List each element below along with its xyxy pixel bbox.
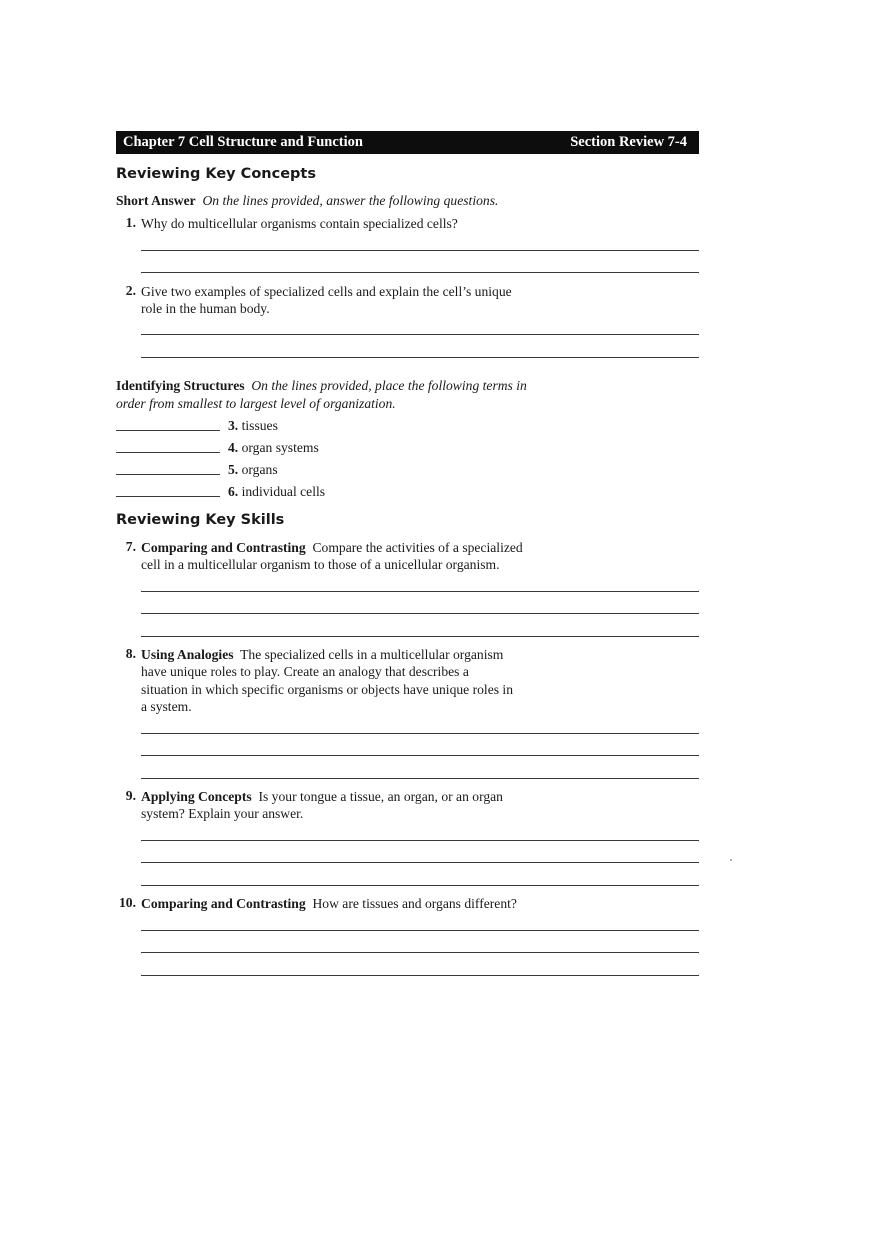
answer-line-q10-1[interactable] bbox=[141, 930, 699, 931]
answer-line-q8-3[interactable] bbox=[141, 778, 699, 779]
section-title: Section Review 7-4 bbox=[570, 134, 687, 150]
list-item-4 bbox=[228, 439, 319, 457]
list-item-5 bbox=[228, 461, 278, 479]
answer-line-q9-2[interactable] bbox=[141, 862, 699, 863]
question-10-line-1 bbox=[141, 895, 517, 913]
short-answer-instructions bbox=[116, 192, 498, 210]
item-6-number: 6. bbox=[228, 484, 239, 499]
list-item-3 bbox=[228, 417, 278, 435]
item-4-number: 4. bbox=[228, 440, 239, 455]
identifying-structures-directions-1: On the lines provided, place the following terms in bbox=[251, 378, 527, 393]
question-1-number: 1. bbox=[125, 215, 136, 230]
question-7-line-1 bbox=[141, 539, 523, 557]
question-8-line-2: have unique roles to play. Create an analogy that describes a bbox=[141, 664, 469, 679]
question-9-number: 9. bbox=[125, 788, 136, 803]
answer-line-q8-2[interactable] bbox=[141, 755, 699, 756]
answer-line-q7-1[interactable] bbox=[141, 591, 699, 592]
identifying-structures-directions-2: order from smallest to largest level of organization. bbox=[116, 396, 396, 411]
question-9-line-1 bbox=[141, 788, 503, 806]
question-1-text: Why do multicellular organisms contain specialized cells? bbox=[141, 216, 458, 231]
question-2-line-1: Give two examples of specialized cells and explain the cell’s unique bbox=[141, 284, 512, 299]
question-8-line-4: a system. bbox=[141, 699, 192, 714]
identifying-structures-label: Identifying Structures bbox=[116, 378, 245, 393]
question-10-prompt: How are tissues and organs different? bbox=[312, 896, 517, 911]
question-10-label: Comparing and Contrasting bbox=[141, 896, 306, 911]
short-answer-label: Short Answer bbox=[116, 193, 196, 208]
answer-line-q9-1[interactable] bbox=[141, 840, 699, 841]
answer-line-q2-1[interactable] bbox=[141, 334, 699, 335]
blank-item-6[interactable] bbox=[116, 496, 220, 497]
answer-line-q2-2[interactable] bbox=[141, 357, 699, 358]
question-8-prompt: The specialized cells in a multicellular organism bbox=[240, 647, 504, 662]
question-8-line-1 bbox=[141, 646, 503, 664]
answer-line-q8-1[interactable] bbox=[141, 733, 699, 734]
answer-line-q1-1[interactable] bbox=[141, 250, 699, 251]
item-5-number: 5. bbox=[228, 462, 239, 477]
answer-line-q10-3[interactable] bbox=[141, 975, 699, 976]
blank-item-5[interactable] bbox=[116, 474, 220, 475]
question-2-number: 2. bbox=[125, 283, 136, 298]
identifying-structures-instructions bbox=[116, 377, 527, 395]
blank-item-4[interactable] bbox=[116, 452, 220, 453]
item-3-number: 3. bbox=[228, 418, 239, 433]
chapter-header-bar bbox=[116, 131, 699, 154]
item-4-term: organ systems bbox=[241, 440, 319, 455]
short-answer-directions: On the lines provided, answer the following questions. bbox=[202, 193, 499, 208]
blank-item-3[interactable] bbox=[116, 430, 220, 431]
item-5-term: organs bbox=[241, 462, 278, 477]
answer-line-q7-3[interactable] bbox=[141, 636, 699, 637]
question-7-label: Comparing and Contrasting bbox=[141, 540, 306, 555]
chapter-title: Chapter 7 Cell Structure and Function bbox=[123, 134, 363, 150]
question-7-prompt: Compare the activities of a specialized bbox=[312, 540, 523, 555]
question-9-prompt: Is your tongue a tissue, an organ, or an organ bbox=[258, 789, 503, 804]
answer-line-q9-3[interactable] bbox=[141, 885, 699, 886]
question-10-number: 10. bbox=[119, 895, 136, 910]
answer-line-q1-2[interactable] bbox=[141, 272, 699, 273]
item-3-term: tissues bbox=[241, 418, 278, 433]
question-9-label: Applying Concepts bbox=[141, 789, 252, 804]
question-2-line-2: role in the human body. bbox=[141, 301, 270, 316]
question-9-line-2: system? Explain your answer. bbox=[141, 806, 304, 821]
item-6-term: individual cells bbox=[241, 484, 326, 499]
question-8-line-3: situation in which specific organisms or objects have unique roles in bbox=[141, 682, 513, 697]
key-skills-heading: Reviewing Key Skills bbox=[116, 512, 285, 528]
list-item-6 bbox=[228, 483, 325, 501]
question-8-number: 8. bbox=[125, 646, 136, 661]
question-7-number: 7. bbox=[125, 539, 136, 554]
answer-line-q7-2[interactable] bbox=[141, 613, 699, 614]
key-concepts-heading: Reviewing Key Concepts bbox=[116, 166, 316, 182]
question-7-line-2: cell in a multicellular organism to those of a unicellular organism. bbox=[141, 557, 500, 572]
question-8-label: Using Analogies bbox=[141, 647, 234, 662]
scan-speck bbox=[730, 859, 732, 861]
answer-line-q10-2[interactable] bbox=[141, 952, 699, 953]
